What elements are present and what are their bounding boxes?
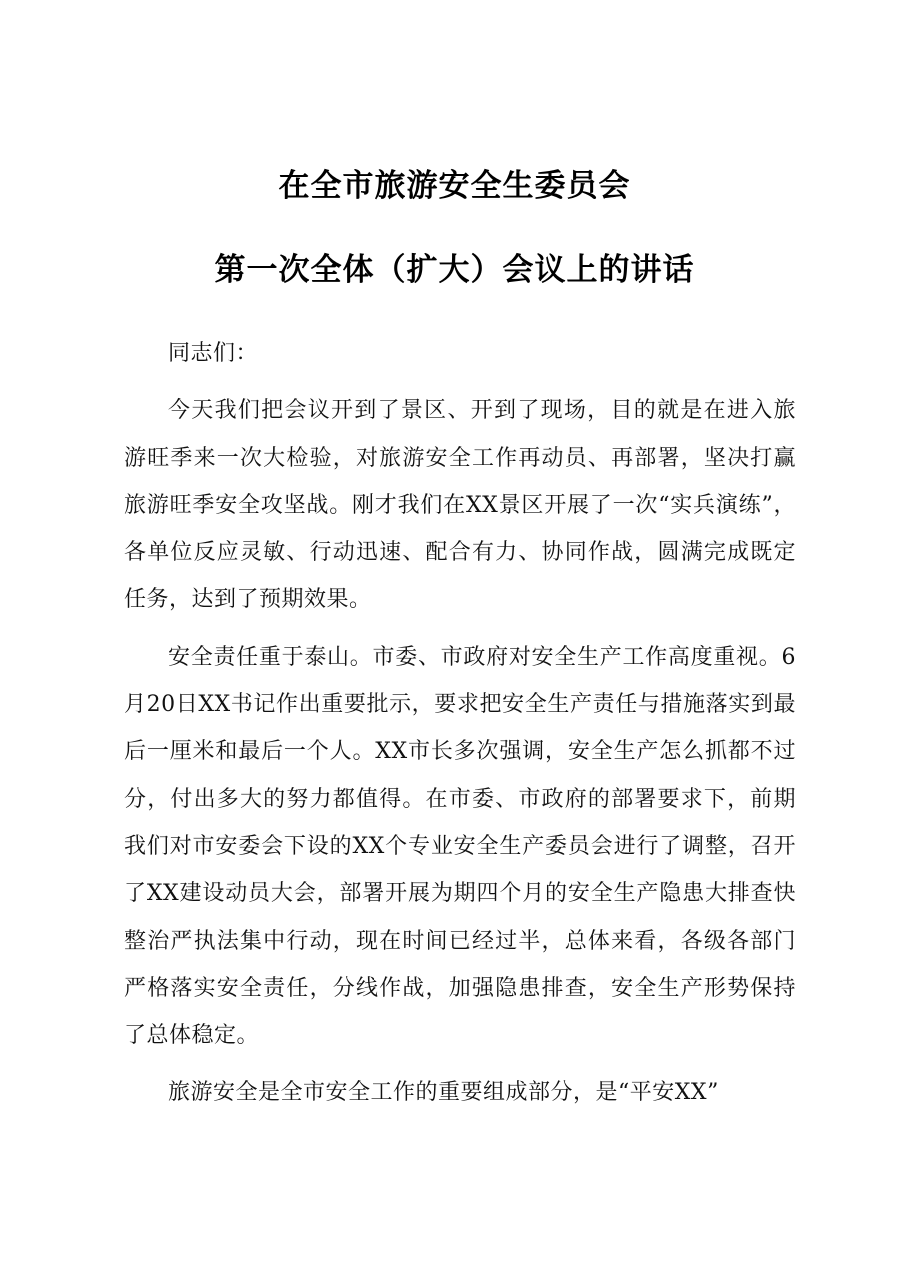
paragraph-3: 旅游安全是全市安全工作的重要组成部分，是“平安XX” xyxy=(168,1080,719,1106)
document-title-line-2: 第一次全体（扩大）会议上的讲话 xyxy=(214,252,695,288)
paragraph-2: 安全责任重于泰山。市委、市政府对安全生产工作高度重视。6月20日XX书记作出重要批示，要求把安全生产责任与措施落实到最后一厘米和最后一个人。XX市长多次强调，安全生产怎么抓都不过分，付出多大的努力都值得。在市委、市政府的部署要求下，前期我们对市安委会下设的XX个专业安全生产委员会进行了调整，召开了XX建设动员大会，部署开展为期四个月的安全生产隐患大排查快整治严执法集中行动，现在时间已经过半，总体来看，各级各部门严格落实安全责任，分线作战，加强隐患排查，安全生产形势保持了总体稳定。 xyxy=(124,644,796,1049)
paragraph-1: 今天我们把会议开到了景区、开到了现场，目的就是在进入旅游旺季来一次大检验，对旅游安全工作再动员、再部署，坚决打赢旅游旺季安全攻坚战。刚才我们在XX景区开展了一次“实兵演练”，各单位反应灵敏、行动迅速、配合有力、协同作战，圆满完成既定任务，达到了预期效果。 xyxy=(124,398,796,613)
document-body xyxy=(124,330,796,1117)
salutation: 同志们： xyxy=(168,341,259,366)
document-title-line-1: 在全市旅游安全生委员会 xyxy=(278,168,631,204)
